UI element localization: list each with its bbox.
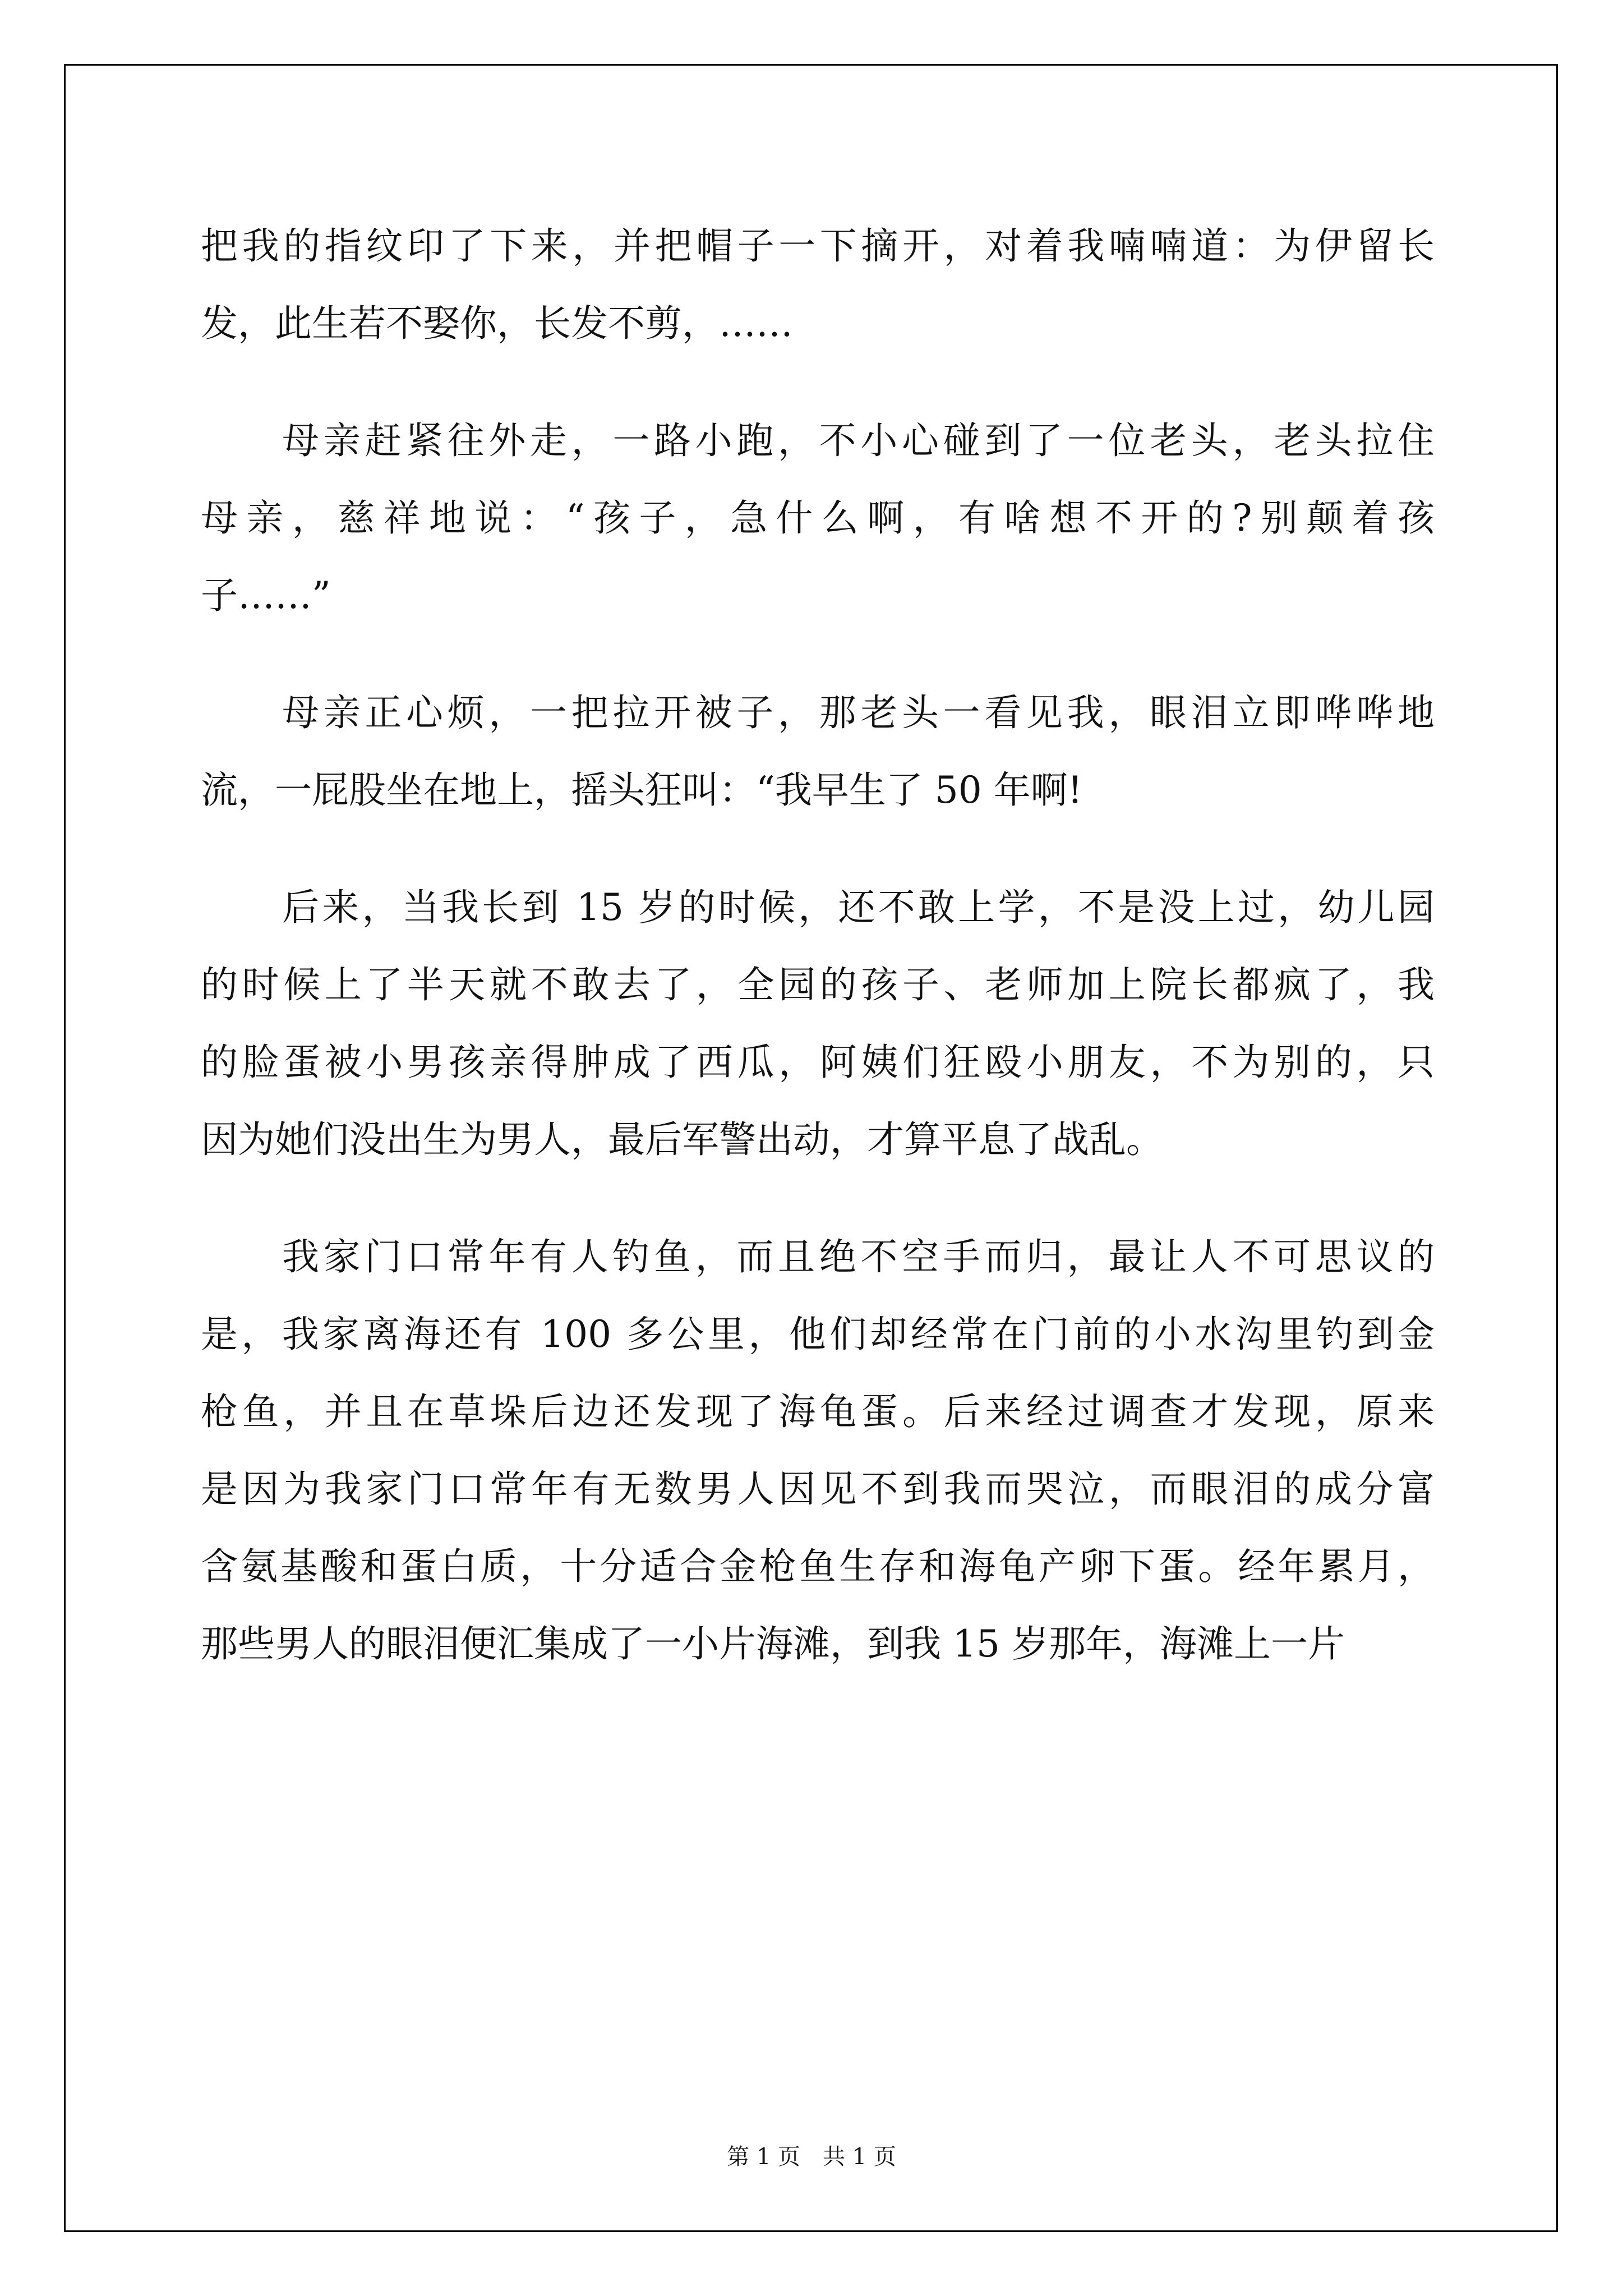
paragraph-gap <box>201 829 1435 869</box>
text-line: 母亲赶紧往外走，一路小跑，不小心碰到了一位老头，老头拉住 <box>282 419 1435 462</box>
text-line: 含氨基酸和蛋白质，十分适合金枪鱼生存和海龟产卵下蛋。经年累月， <box>201 1545 1435 1588</box>
text-line: 后来，当我长到 15 岁的时候，还不敢上学，不是没上过，幼儿园 <box>282 886 1435 929</box>
page-number: 第 1 页 <box>727 2144 800 2170</box>
paragraph-gap <box>201 634 1435 674</box>
text-line: 的时候上了半天就不敢去了，全园的孩子、老师加上院长都疯了，我 <box>201 963 1435 1006</box>
text-line: 因为她们没出生为男人，最后军警出动，才算平息了战乱。 <box>201 1118 1163 1161</box>
page-footer <box>0 2139 1623 2171</box>
text-line: 我家门口常年有人钓鱼，而且绝不空手而归，最让人不可思议的 <box>282 1235 1435 1278</box>
text-line: 的脸蛋被小男孩亲得肿成了西瓜，阿姨们狂殴小朋友，不为别的，只 <box>201 1041 1435 1084</box>
page-total: 共 1 页 <box>823 2144 896 2170</box>
text-line: 是因为我家门口常年有无数男人因见不到我而哭泣，而眼泪的成分富 <box>201 1467 1435 1511</box>
paragraph-gap <box>201 362 1435 402</box>
text-line: 子……” <box>201 574 331 617</box>
text-line: 把我的指纹印了下来，并把帽子一下摘开，对着我喃喃道：为伊留长 <box>201 224 1435 268</box>
text-line: 发，此生若不娶你，长发不剪，…… <box>201 302 793 345</box>
text-line: 那些男人的眼泪便汇集成了一小片海滩，到我 15 岁那年，海滩上一片 <box>201 1622 1345 1665</box>
paragraph-gap <box>201 1179 1435 1218</box>
document-body <box>201 208 1435 1683</box>
text-line: 流，一屁股坐在地上，摇头狂叫：“我早生了 50 年啊! <box>201 769 1083 812</box>
text-line: 枪鱼，并且在草垛后边还发现了海龟蛋。后来经过调查才发现，原来 <box>201 1390 1435 1433</box>
text-line: 是，我家离海还有 100 多公里，他们却经常在门前的小水沟里钓到金 <box>201 1313 1435 1356</box>
text-line: 母亲，慈祥地说：“孩子，急什么啊，有啥想不开的?别颠着孩 <box>201 496 1435 540</box>
text-line: 母亲正心烦，一把拉开被子，那老头一看见我，眼泪立即哗哗地 <box>282 691 1435 734</box>
